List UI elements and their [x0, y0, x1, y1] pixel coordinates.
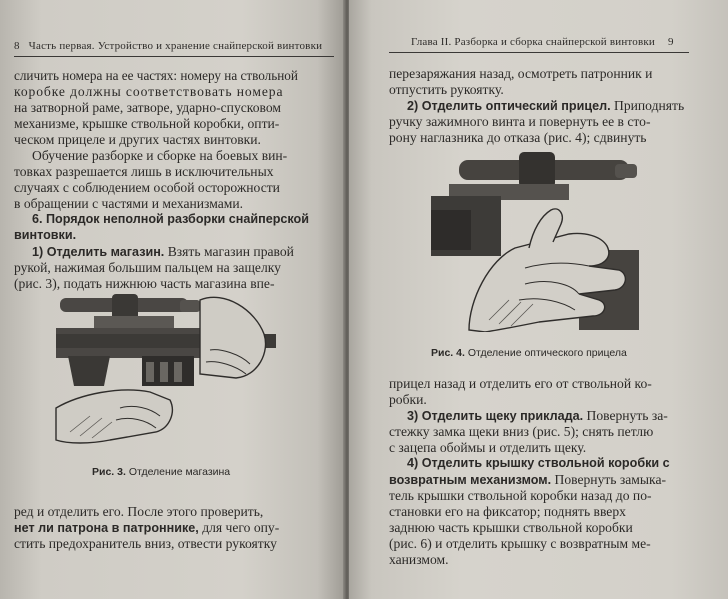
- bold-phrase-rest: для чего опу-: [202, 520, 280, 535]
- text-line: коробке должны соответствовать номера: [14, 84, 284, 99]
- text-line: Обучение разборке и сборке на боевых вин-: [32, 148, 288, 163]
- left-page: [0, 0, 345, 599]
- step-3-line: [407, 408, 668, 424]
- text-line: товках разрешается лишь в исключительных: [14, 164, 274, 179]
- step-4-line: [389, 472, 666, 488]
- step-1-line: [32, 244, 294, 260]
- step-2-label: 2) Отделить оптический прицел.: [407, 99, 611, 113]
- figure-4-caption: [431, 347, 627, 359]
- text-line: тель крышки ствольной коробки назад до по-: [389, 488, 652, 503]
- text-line: стежку замка щеки вниз (рис. 5); снять петлю: [389, 424, 654, 439]
- text-line: рону наглазника до отказа (рис. 4); сдвинуть: [389, 130, 647, 145]
- text-line: стить предохранитель вниз, отвести рукоятку: [14, 536, 277, 551]
- text-line: ческом прицеле и других частях винтовки.: [14, 132, 261, 147]
- left-page-number: 8: [14, 40, 20, 52]
- text-line: ручку зажимного винта и повернуть ее в сто-: [389, 114, 651, 129]
- right-page-number: 9: [667, 36, 674, 48]
- step-3-text: Повернуть за-: [586, 408, 668, 423]
- left-header-rule: [14, 56, 334, 57]
- step-2-line: [407, 98, 684, 114]
- text-line: ред и отделить его. После этого проверить,: [14, 504, 264, 519]
- text-line: (рис. 6) и отделить крышку с возвратным ме-: [389, 536, 651, 551]
- step-1-text: Взять магазин правой: [167, 244, 294, 259]
- step-4-label-cont: возвратным механизмом.: [389, 473, 552, 487]
- text-line: (рис. 3), подать нижнюю часть магазина впе-: [14, 276, 275, 291]
- right-header-rule: [389, 52, 689, 53]
- right-running-head: [411, 36, 674, 48]
- bold-phrase: нет ли патрона в патроннике,: [14, 521, 199, 535]
- text-line: становки его на фиксатор; поднять вверх: [389, 504, 626, 519]
- text-line: на затворной раме, затворе, ударно-спусковом: [14, 100, 281, 115]
- text-line: робки.: [389, 392, 427, 407]
- figure-3-illustration: [50, 290, 280, 460]
- figure-4-illustration: [429, 150, 641, 332]
- text-line: случаях с соблюдением особой осторожности: [14, 180, 280, 195]
- right-running-title: Глава II. Разборка и сборка снайперской винтовки: [411, 36, 655, 48]
- step-4-text: Повернуть замыка-: [554, 472, 667, 487]
- figure-3-caption: [92, 466, 230, 478]
- text-line: рукой, нажимая большим пальцем на защелку: [14, 260, 281, 275]
- section-heading: 6. Порядок неполной разборки снайперской: [32, 212, 309, 226]
- step-4-label: 4) Отделить крышку ствольной коробки с: [407, 456, 670, 470]
- left-running-title: Часть первая. Устройство и хранение снайперской винтовки: [28, 40, 323, 52]
- step-1-label: 1) Отделить магазин.: [32, 245, 165, 259]
- text-line: сличить номера на ее частях: номеру на ствольной: [14, 68, 298, 83]
- text-line: отпустить рукоятку.: [389, 82, 504, 97]
- text-line: ханизмом.: [389, 552, 449, 567]
- text-line: с зацепа обоймы и отделить щеку.: [389, 440, 587, 455]
- left-running-head: [14, 40, 322, 52]
- figure-3-number: Рис. 3.: [92, 466, 126, 478]
- text-line: заднюю часть крышки ствольной коробки: [389, 520, 633, 535]
- text-line: механизме, крышке ствольной коробки, опти-: [14, 116, 280, 131]
- right-page: [349, 0, 728, 599]
- section-heading-cont: винтовки.: [14, 228, 77, 242]
- text-line-bold-mix: [14, 520, 279, 536]
- text-line: в обращении с частями и механизмами.: [14, 196, 244, 211]
- step-3-label: 3) Отделить щеку приклада.: [407, 409, 584, 423]
- text-line: перезаряжания назад, осмотреть патронник и: [389, 66, 653, 81]
- step-2-text: Приподнять: [614, 98, 685, 113]
- figure-3-title: Отделение магазина: [128, 466, 231, 478]
- text-line: прицел назад и отделить его от ствольной ко-: [389, 376, 652, 391]
- figure-4-number: Рис. 4.: [431, 347, 465, 359]
- figure-4-title: Отделение оптического прицела: [467, 347, 627, 359]
